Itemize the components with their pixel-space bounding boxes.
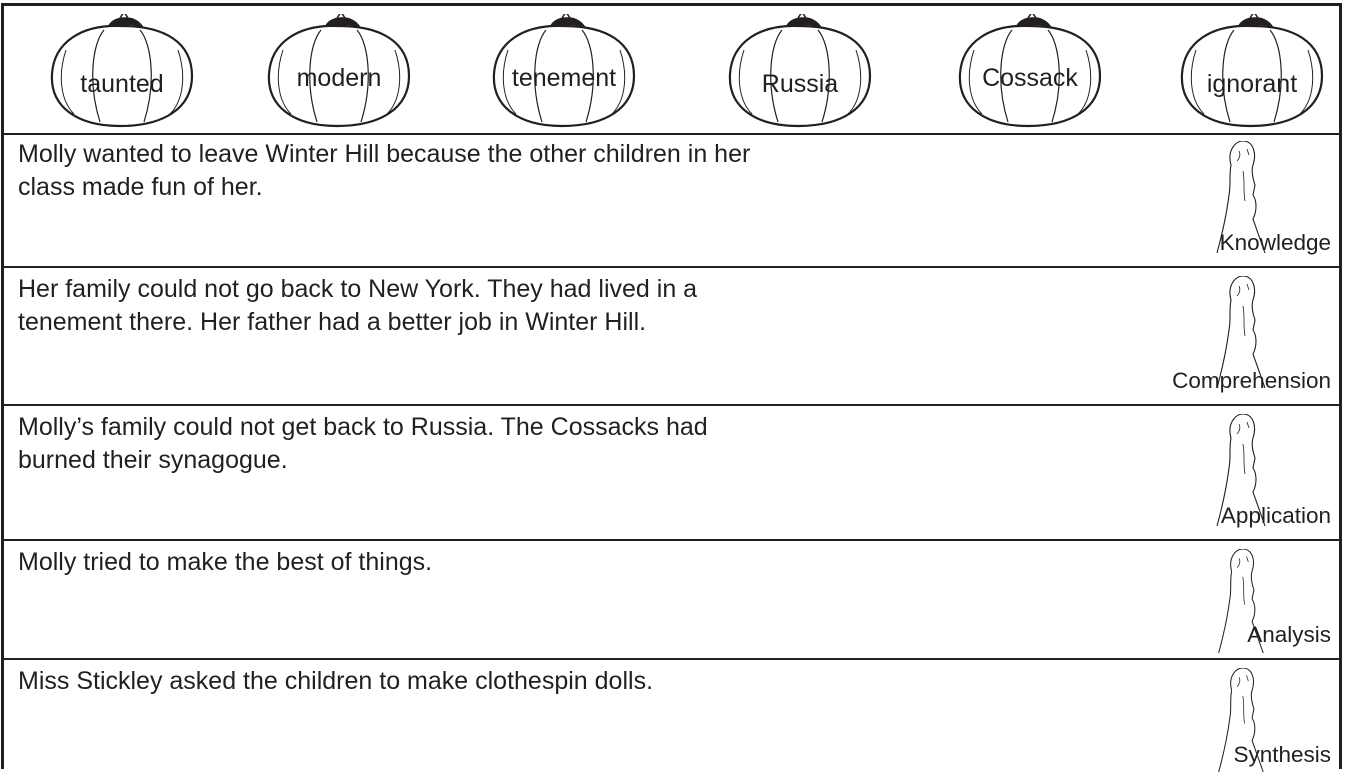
sentence-row [4,268,1339,406]
vocabulary-word-row [4,6,1339,135]
thinking-level-label: Synthesis [1233,742,1331,767]
thinking-level-label: Analysis [1247,622,1331,647]
worksheet [1,3,1342,769]
pumpkin-word-card [42,14,202,129]
pumpkin-word-card [950,14,1110,129]
sentence-line: Molly tried to make the best of things. [18,548,433,576]
sentence-text [18,273,1018,339]
sentence-line: Molly wanted to leave Winter Hill because the other children in her [18,140,751,168]
sentence-line: burned their synagogue. [18,446,288,474]
vocabulary-word: tenement [511,64,617,92]
pumpkin-word-card [1172,14,1332,129]
thinking-level-label: Application [1220,503,1331,528]
pumpkin-word-card [720,14,880,129]
sentence-line: class made fun of her. [18,173,263,201]
sentence-row [4,541,1339,660]
vocabulary-word: modern [296,64,382,92]
sentence-row [4,660,1339,772]
sentence-text [18,138,1018,204]
sentence-line: Her family could not go back to New York. They had lived in a [18,275,698,303]
thinking-level-label: Knowledge [1219,230,1331,255]
sentence-line: Miss Stickley asked the children to make clothespin dolls. [18,667,654,695]
sentence-row [4,133,1339,268]
vocabulary-word: Russia [761,70,839,98]
sentence-text [18,665,1018,698]
pumpkin-word-card [484,14,644,129]
sentence-line: Molly’s family could not get back to Russia. The Cossacks had [18,413,708,441]
vocabulary-word: Cossack [982,64,1078,92]
vocabulary-word: taunted [80,70,164,98]
vocabulary-word: ignorant [1206,70,1298,98]
sentence-row [4,406,1339,541]
sentence-line: tenement there. Her father had a better job in Winter Hill. [18,308,647,336]
thinking-level-label: Comprehension [1172,368,1331,393]
sentence-text [18,411,1018,477]
pumpkin-word-card [259,14,419,129]
sentence-text [18,546,1018,579]
